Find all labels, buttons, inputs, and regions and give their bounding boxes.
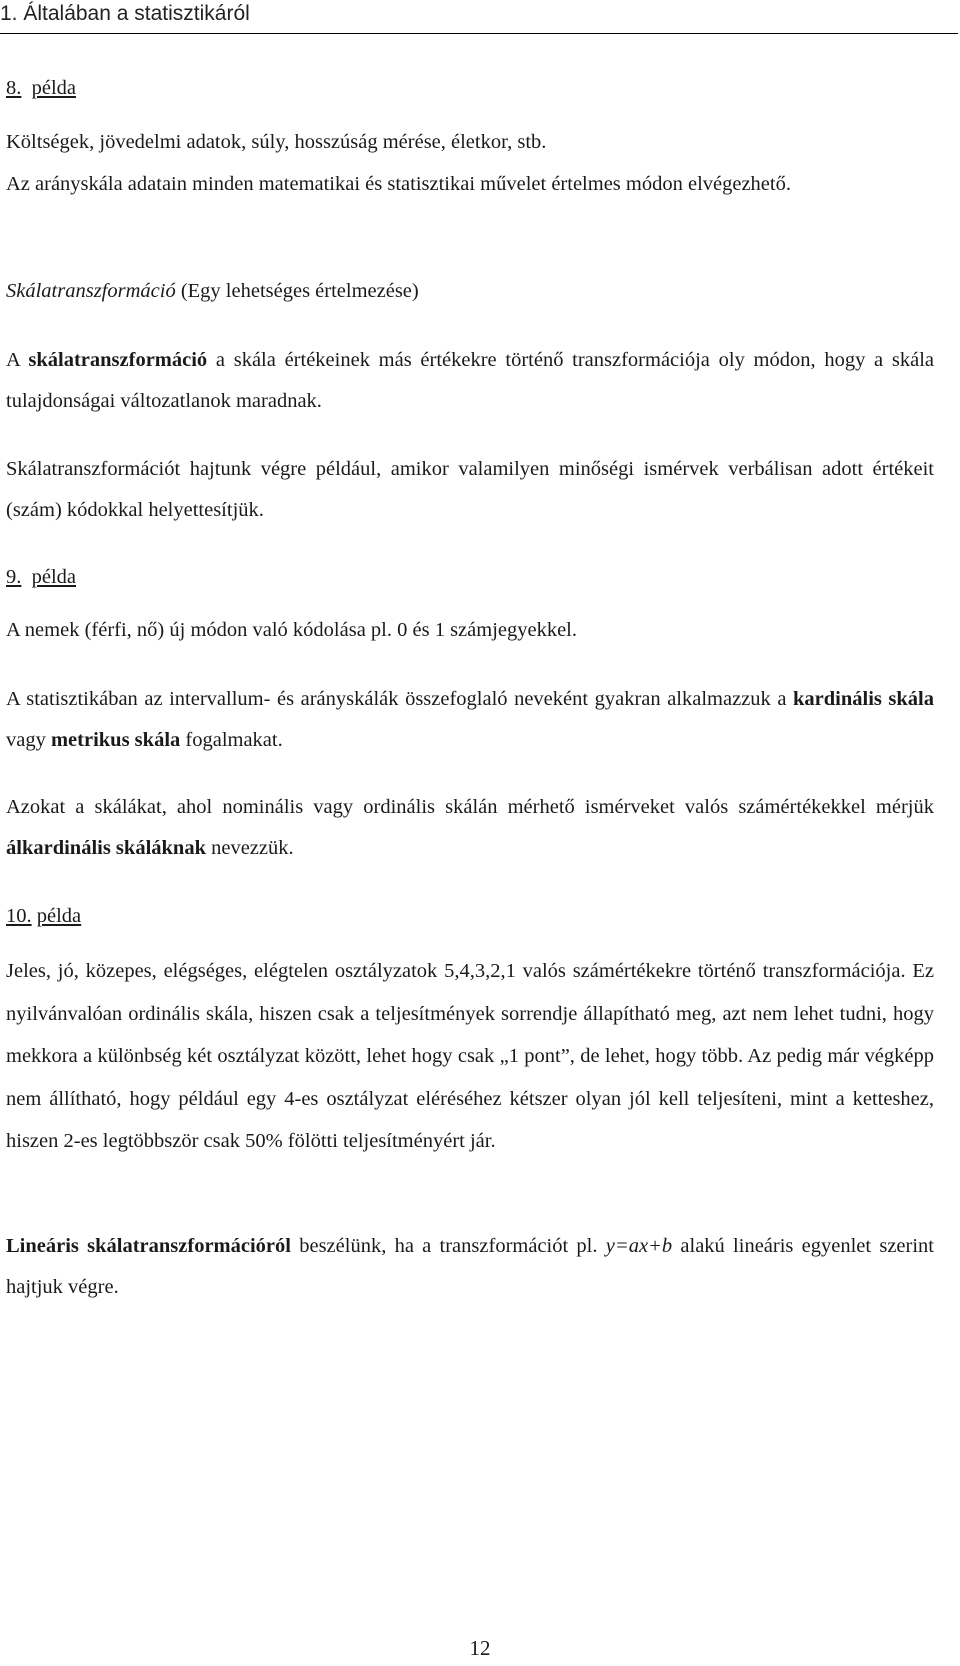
- bold-term: metrikus skála: [50, 729, 181, 751]
- chapter-title: 1. Általában a statisztikáról: [0, 2, 250, 25]
- running-header: [0, 2, 958, 34]
- paragraph: Lineáris skálatranszformációról beszélünk, ha a transzformációt pl. y=ax+b alakú lineáris egyenlet szerint hajtjuk végre.: [6, 1235, 934, 1298]
- paragraph: Költségek, jövedelmi adatok, súly, hosszúság mérése, életkor, stb.: [6, 131, 547, 153]
- paragraph: Azokat a skálákat, ahol nominális vagy ordinális skálán mérhető ismérveket valós számértékekkel mérjük álkardinális skáláknak nevezzük.: [6, 796, 934, 859]
- example-number: 10.: [6, 905, 32, 927]
- paragraph: A statisztikában az intervallum- és arányskálák összefoglaló neveként gyakran alkalmazzuk a kardinális skála vagy metrikus skála fogalmakat.: [6, 688, 934, 751]
- example-8-heading: [6, 68, 934, 109]
- bold-term: skálatranszformáció: [28, 349, 208, 371]
- paragraph: Skálatranszformációt hajtunk végre például, amikor valamilyen minőségi ismérvek verbálisan adott értékeit (szám) kódokkal helyettesítjük.: [6, 458, 934, 521]
- paragraph: A nemek (férfi, nő) új módon való kódolása pl. 0 és 1 számjegyekkel.: [6, 619, 578, 641]
- section-heading: Skálatranszformáció (Egy lehetséges értelmezése): [6, 280, 419, 302]
- example-number: 9.: [6, 566, 22, 588]
- bold-term: álkardinális skáláknak: [6, 837, 206, 859]
- italic-term: Skálatranszformáció: [6, 280, 176, 302]
- example-number: 8.: [6, 77, 22, 99]
- bold-term: kardinális skála: [793, 688, 934, 710]
- paragraph: A skálatranszformáció a skála értékeinek más értékekre történő transzformációja oly módon, hogy a skála tulajdonságai változatlanok maradnak.: [6, 349, 934, 412]
- paragraph: Jeles, jó, közepes, elégséges, elégtelen osztályzatok 5,4,3,2,1 valós számértékekre történő transzformációja. Ez nyilvánvalóan ordinális skála, hiszen csak a teljesítmények sorrendje állapítható meg, azt nem lehet tudni, hogy mekkora a különbség két osztályzat között, lehet hogy csak „1 pont”, de lehet, hogy több. Az pedig már végképp nem állítható, hogy például egy 4-es osztályzat eléréséhez kétszer olyan jól kell teljesíteni, mint a ketteshez, hiszen 2-es legtöbbször csak 50% fölötti teljesítményért jár.: [6, 960, 934, 1152]
- paragraph: Az arányskála adatain minden matematikai és statisztikai művelet értelmes módon elvégezhető.: [6, 173, 791, 195]
- example-word: példa: [31, 566, 77, 588]
- example-9-heading: [6, 557, 934, 598]
- example-word: példa: [31, 77, 77, 99]
- formula: y=ax+b: [605, 1235, 673, 1257]
- example-word: példa: [36, 905, 82, 927]
- example-10-heading: [6, 896, 934, 937]
- page-number: 12: [469, 1636, 491, 1660]
- bold-term: Lineáris skálatranszformációról: [6, 1235, 291, 1257]
